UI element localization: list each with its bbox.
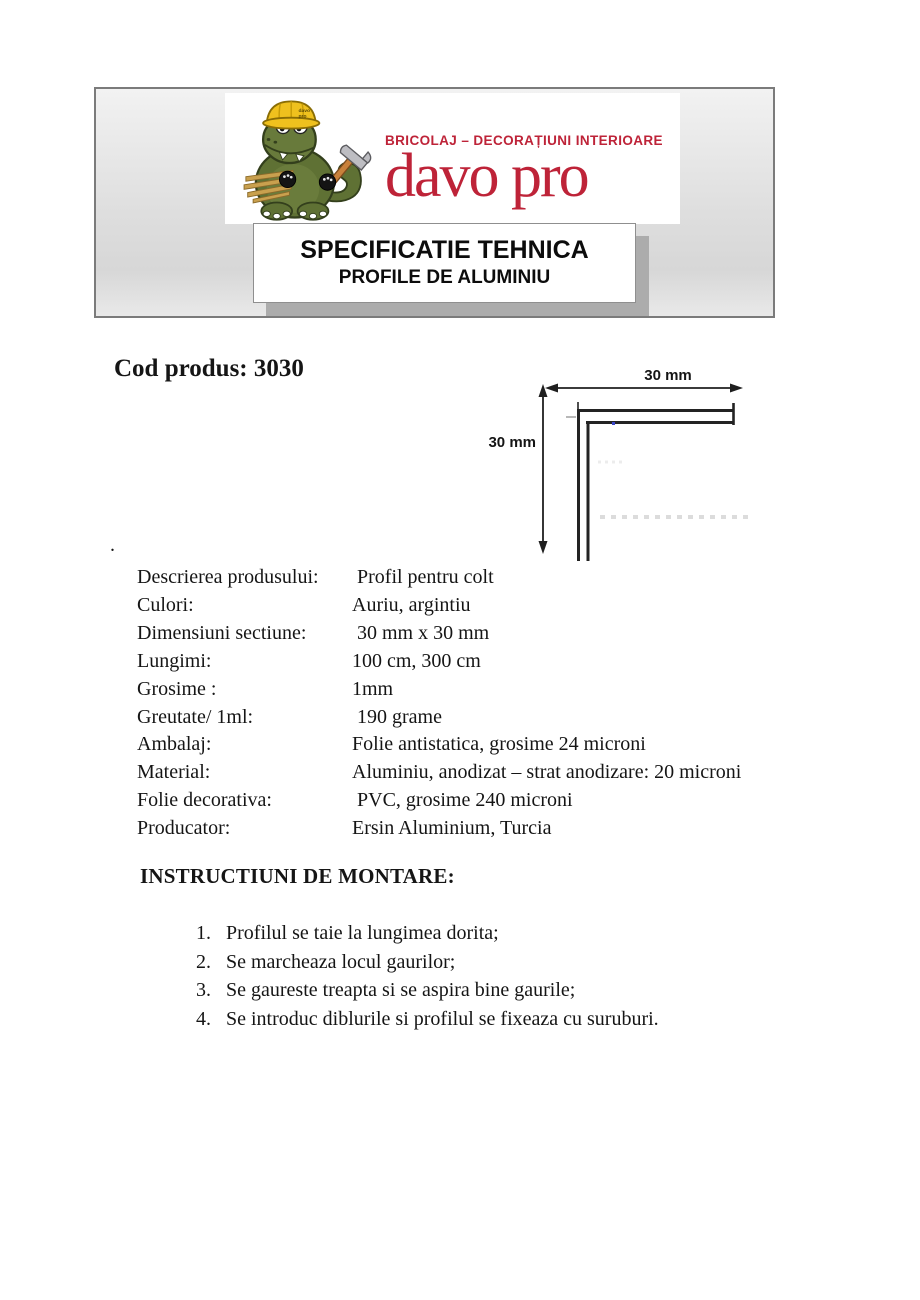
mascot-dinosaur-icon (237, 95, 389, 222)
brand-logo (225, 93, 680, 224)
width-dimension-label: 30 mm (644, 367, 692, 384)
brand-text-block (385, 133, 663, 210)
product-code: Cod produs: 3030 (114, 355, 304, 382)
hat-text: pro (298, 113, 307, 120)
brand-wordmark: davo pro (385, 142, 588, 210)
instructions-heading: INSTRUCTIUNI DE MONTARE: (140, 864, 455, 888)
spec-label: Greutate/ 1ml: (137, 705, 254, 728)
spec-row (137, 759, 817, 787)
spec-value: 100 cm, 300 cm (352, 649, 481, 672)
mascot-nostril (274, 141, 278, 144)
instruction-item (196, 1005, 659, 1034)
spec-row (137, 704, 817, 732)
spec-value: Auriu, argintiu (352, 593, 471, 616)
title-box (253, 223, 636, 303)
spec-label: Culori: (137, 593, 194, 616)
spec-label: Folie decorativa: (137, 789, 272, 812)
instruction-text: Se marcheaza locul gaurilor; (226, 950, 456, 973)
spec-row (137, 815, 817, 843)
scan-artifacts (598, 422, 748, 517)
blue-speck (612, 422, 615, 425)
spec-label: Producator: (137, 817, 231, 840)
instruction-item (196, 976, 659, 1005)
spec-label: Ambalaj: (137, 733, 212, 756)
spec-row (137, 620, 817, 648)
spec-row (137, 676, 817, 704)
spec-value: PVC, grosime 240 microni (352, 789, 573, 812)
profile-outline (566, 402, 734, 561)
dimension-arrow-horizontal (545, 384, 743, 393)
spec-row (137, 564, 817, 592)
instruction-item (196, 919, 659, 948)
spec-row (137, 731, 817, 759)
spec-label: Descrierea produsului: (137, 566, 319, 588)
height-dimension-label: 30 mm (488, 434, 536, 451)
instruction-text: Se introduc diblurile si profilul se fixeaza cu suruburi. (226, 1007, 659, 1030)
instruction-text: Se gaureste treapta si se aspira bine gaurile; (226, 979, 576, 1001)
stray-period-mark: . (110, 534, 115, 556)
mascot-nostril (267, 138, 271, 141)
instruction-number: 2. (196, 950, 211, 973)
spec-label: Material: (137, 761, 211, 784)
spec-table (137, 564, 817, 843)
spec-value: Aluminiu, anodizat – strat anodizare: 20 microni (352, 761, 742, 784)
document-title: SPECIFICATIE TEHNICA (300, 236, 589, 264)
hat-text: davo (298, 108, 311, 115)
document-subtitle: PROFILE DE ALUMINIU (338, 267, 551, 288)
instruction-number: 4. (196, 1007, 211, 1030)
spec-label: Lungimi: (137, 649, 212, 672)
instruction-number: 3. (196, 979, 211, 1001)
spec-value: Ersin Aluminium, Turcia (352, 817, 552, 840)
spec-value: Profil pentru colt (352, 566, 494, 588)
spec-row (137, 787, 817, 815)
mascot-right-hand (319, 174, 335, 190)
spec-label: Grosime : (137, 677, 217, 700)
spec-value: 190 grame (352, 705, 442, 728)
instruction-number: 1. (196, 922, 211, 944)
header-panel (94, 87, 775, 318)
spec-label: Dimensiuni sectiune: (137, 621, 307, 644)
dimension-arrow-vertical (539, 384, 548, 554)
spec-row (137, 592, 817, 620)
mascot-hardhat-icon (263, 101, 319, 128)
mascot-left-hand (279, 171, 295, 187)
spec-row (137, 648, 817, 676)
profile-diagram (470, 350, 790, 575)
instruction-text: Profilul se taie la lungimea dorita; (226, 922, 499, 944)
instructions-list (196, 919, 659, 1033)
instruction-item (196, 948, 659, 977)
spec-value: Folie antistatica, grosime 24 microni (352, 733, 646, 756)
spec-value: 30 mm x 30 mm (352, 621, 490, 644)
brand-tagline: BRICOLAJ – DECORAȚIUNI INTERIOARE (385, 133, 663, 148)
spec-value: 1mm (352, 677, 394, 700)
